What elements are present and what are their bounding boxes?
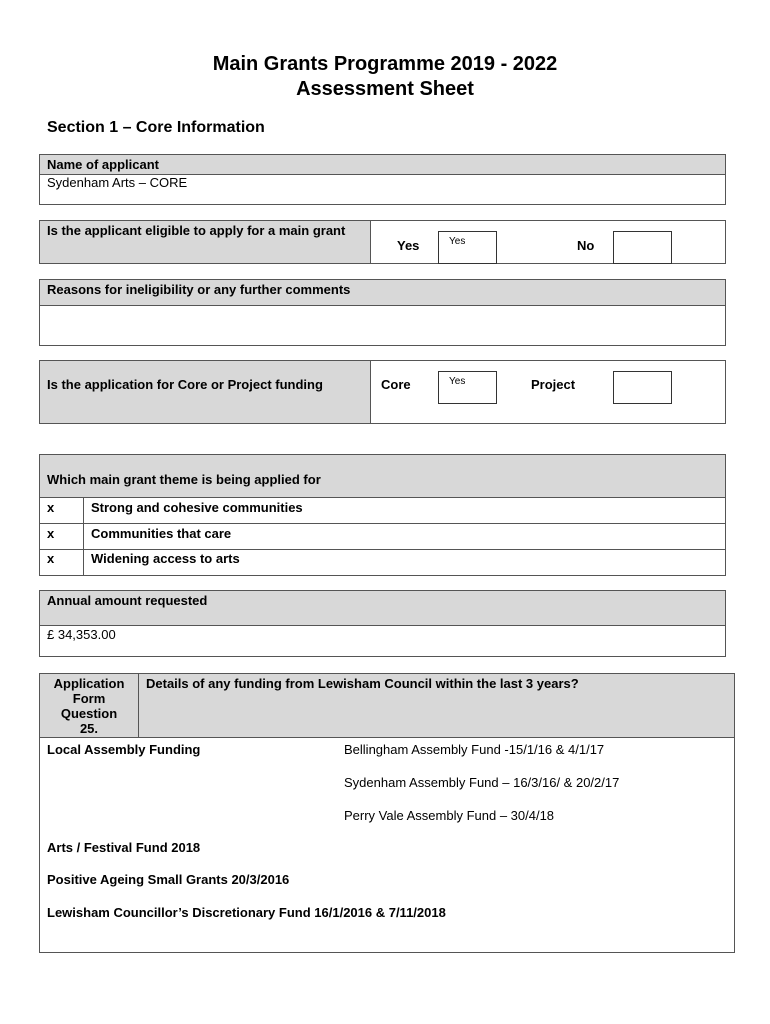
section-heading: Section 1 – Core Information bbox=[47, 119, 265, 136]
eligibility-question: Is the applicant eligible to apply for a main grant bbox=[47, 223, 346, 238]
divider bbox=[40, 625, 725, 626]
applicant-box bbox=[39, 154, 726, 205]
reasons-label: Reasons for ineligibility or any further comments bbox=[47, 282, 351, 297]
divider bbox=[83, 497, 84, 575]
divider bbox=[370, 221, 371, 263]
funding-item: Positive Ageing Small Grants 20/3/2016 bbox=[47, 872, 290, 887]
core-field[interactable] bbox=[438, 371, 497, 404]
project-label: Project bbox=[531, 377, 576, 392]
funding-item: Lewisham Councillor’s Discretionary Fund 16/1/2016 & 7/11/2018 bbox=[47, 905, 446, 920]
theme-checkbox-mark[interactable]: x bbox=[47, 526, 55, 541]
divider bbox=[370, 361, 371, 423]
local-assembly-item: Bellingham Assembly Fund -15/1/16 & 4/1/17 bbox=[344, 742, 605, 757]
eligibility-no-field[interactable] bbox=[613, 231, 672, 264]
applicant-name-field[interactable]: Sydenham Arts – CORE bbox=[47, 175, 188, 190]
form-question-ref: Application Form Question 25. bbox=[53, 676, 125, 736]
funding-history-question: Details of any funding from Lewisham Council within the last 3 years? bbox=[146, 676, 579, 691]
applicant-label: Name of applicant bbox=[47, 157, 159, 172]
amount-field[interactable]: £ 34,353.00 bbox=[47, 627, 116, 642]
theme-checkbox-mark[interactable]: x bbox=[47, 551, 55, 566]
eligibility-no-label: No bbox=[577, 238, 595, 253]
divider bbox=[40, 497, 725, 498]
eligibility-box bbox=[39, 220, 726, 264]
theme-label: Communities that care bbox=[91, 526, 232, 541]
themes-box bbox=[39, 454, 726, 576]
funding-history-box bbox=[39, 673, 735, 953]
amount-box bbox=[39, 590, 726, 657]
theme-checkbox-mark[interactable]: x bbox=[47, 500, 55, 515]
project-field[interactable] bbox=[613, 371, 672, 404]
eligibility-yes-value: Yes bbox=[449, 236, 466, 247]
divider bbox=[40, 305, 725, 306]
divider bbox=[40, 549, 725, 550]
funding-item: Arts / Festival Fund 2018 bbox=[47, 840, 201, 855]
themes-header: Which main grant theme is being applied for bbox=[47, 472, 321, 487]
divider bbox=[40, 737, 734, 738]
funding-type-question: Is the application for Core or Project funding bbox=[47, 377, 323, 392]
local-assembly-item: Perry Vale Assembly Fund – 30/4/18 bbox=[344, 808, 555, 823]
local-assembly-item: Sydenham Assembly Fund – 16/3/16/ & 20/2/17 bbox=[344, 775, 620, 790]
theme-label: Widening access to arts bbox=[91, 551, 240, 566]
funding-type-box bbox=[39, 360, 726, 424]
divider bbox=[40, 523, 725, 524]
funding-type-question-cell bbox=[40, 361, 370, 423]
eligibility-yes-label: Yes bbox=[397, 238, 420, 253]
local-assembly-label: Local Assembly Funding bbox=[47, 742, 201, 757]
theme-label: Strong and cohesive communities bbox=[91, 500, 303, 515]
document-title-line1: Main Grants Programme 2019 - 2022 bbox=[212, 53, 558, 75]
core-label: Core bbox=[381, 377, 411, 392]
amount-label: Annual amount requested bbox=[47, 593, 208, 608]
divider bbox=[138, 674, 139, 737]
reasons-field[interactable] bbox=[47, 310, 717, 340]
core-value: Yes bbox=[449, 376, 466, 387]
document-title-line2: Assessment Sheet bbox=[296, 78, 474, 100]
reasons-box bbox=[39, 279, 726, 346]
eligibility-yes-field[interactable] bbox=[438, 231, 497, 264]
